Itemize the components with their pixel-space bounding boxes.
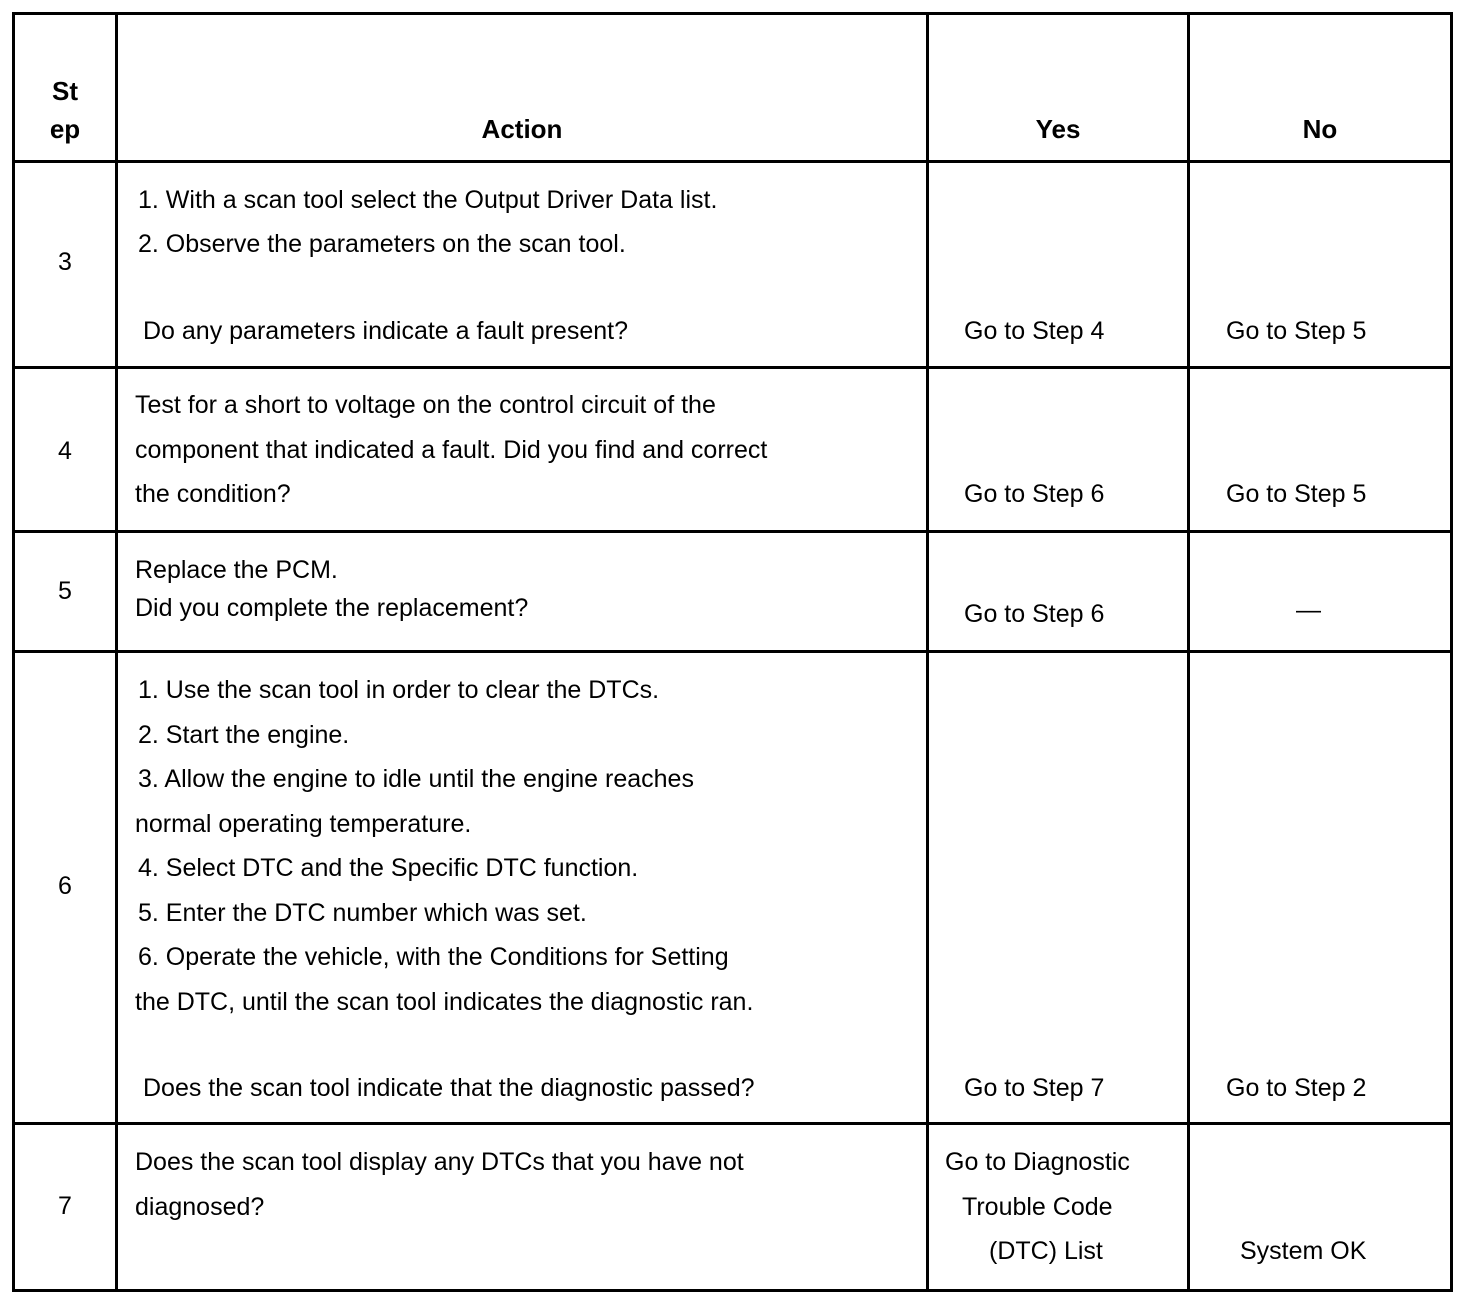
no-cell [1189,368,1452,532]
table-row [14,162,1452,368]
table-row [14,652,1452,1124]
diagnostic-table [12,12,1453,1292]
no-result: Go to Step 2 [1226,1074,1367,1102]
action-line: 6. Operate the vehicle, with the Conditions for Setting [138,943,729,971]
header-yes-label: Yes [1035,114,1081,144]
yes-cell [928,532,1189,652]
header-no [1189,14,1452,162]
no-result: System OK [1240,1237,1367,1265]
yes-cell [928,162,1189,368]
step-cell [14,652,117,1124]
yes-cell [928,1124,1189,1291]
action-line: component that indicated a fault. Did you find and correct [135,436,768,464]
yes-result: Go to Step 4 [964,317,1105,345]
action-question: Does the scan tool indicate that the diagnostic passed? [143,1074,755,1102]
yes-result-line: Trouble Code [962,1193,1113,1221]
action-cell [117,1124,928,1291]
header-row [14,14,1452,162]
action-line: Test for a short to voltage on the control circuit of the [135,391,716,419]
header-action-label: Action [481,114,563,144]
step-cell [14,162,117,368]
yes-result: Go to Step 7 [964,1074,1105,1102]
header-action [117,14,928,162]
step-number: 6 [58,872,72,900]
header-step [14,14,117,162]
table-row [14,532,1452,652]
no-cell [1189,1124,1452,1291]
no-cell [1189,162,1452,368]
yes-cell [928,368,1189,532]
no-result: — [1296,596,1321,624]
yes-result: Go to Step 6 [964,480,1105,508]
action-line: 4. Select DTC and the Specific DTC function. [138,854,639,882]
header-step-line2: ep [49,114,81,144]
no-result: Go to Step 5 [1226,480,1367,508]
yes-cell [928,652,1189,1124]
step-number: 3 [58,248,72,276]
action-line: 1. With a scan tool select the Output Driver Data list. [138,186,718,214]
action-line: the condition? [135,480,291,508]
no-result: Go to Step 5 [1226,317,1367,345]
step-number: 7 [58,1192,72,1220]
action-line: 1. Use the scan tool in order to clear the DTCs. [138,676,660,704]
action-line: Did you complete the replacement? [135,594,529,622]
action-cell [117,652,928,1124]
no-cell [1189,652,1452,1124]
action-line: diagnosed? [135,1193,265,1221]
header-step-line1: St [52,76,78,106]
action-cell [117,162,928,368]
step-number: 5 [58,577,72,605]
action-line: 5. Enter the DTC number which was set. [138,899,587,927]
table-row [14,368,1452,532]
table-row [14,1124,1452,1291]
yes-result-line: Go to Diagnostic [945,1148,1130,1176]
no-cell [1189,532,1452,652]
action-line: 2. Start the engine. [138,721,350,749]
action-cell [117,368,928,532]
header-yes [928,14,1189,162]
yes-result-line: (DTC) List [989,1237,1103,1265]
step-cell [14,1124,117,1291]
action-line: Does the scan tool display any DTCs that you have not [135,1148,744,1176]
step-cell [14,532,117,652]
action-cell [117,532,928,652]
action-line: the DTC, until the scan tool indicates the diagnostic ran. [135,988,754,1016]
header-no-label: No [1302,114,1338,144]
step-number: 4 [58,437,72,465]
action-line: Replace the PCM. [135,556,338,584]
action-line: normal operating temperature. [135,810,472,838]
action-question: Do any parameters indicate a fault present? [143,317,628,345]
action-line: 3. Allow the engine to idle until the engine reaches [138,765,694,793]
yes-result: Go to Step 6 [964,600,1105,628]
action-line: 2. Observe the parameters on the scan tool. [138,230,626,258]
step-cell [14,368,117,532]
